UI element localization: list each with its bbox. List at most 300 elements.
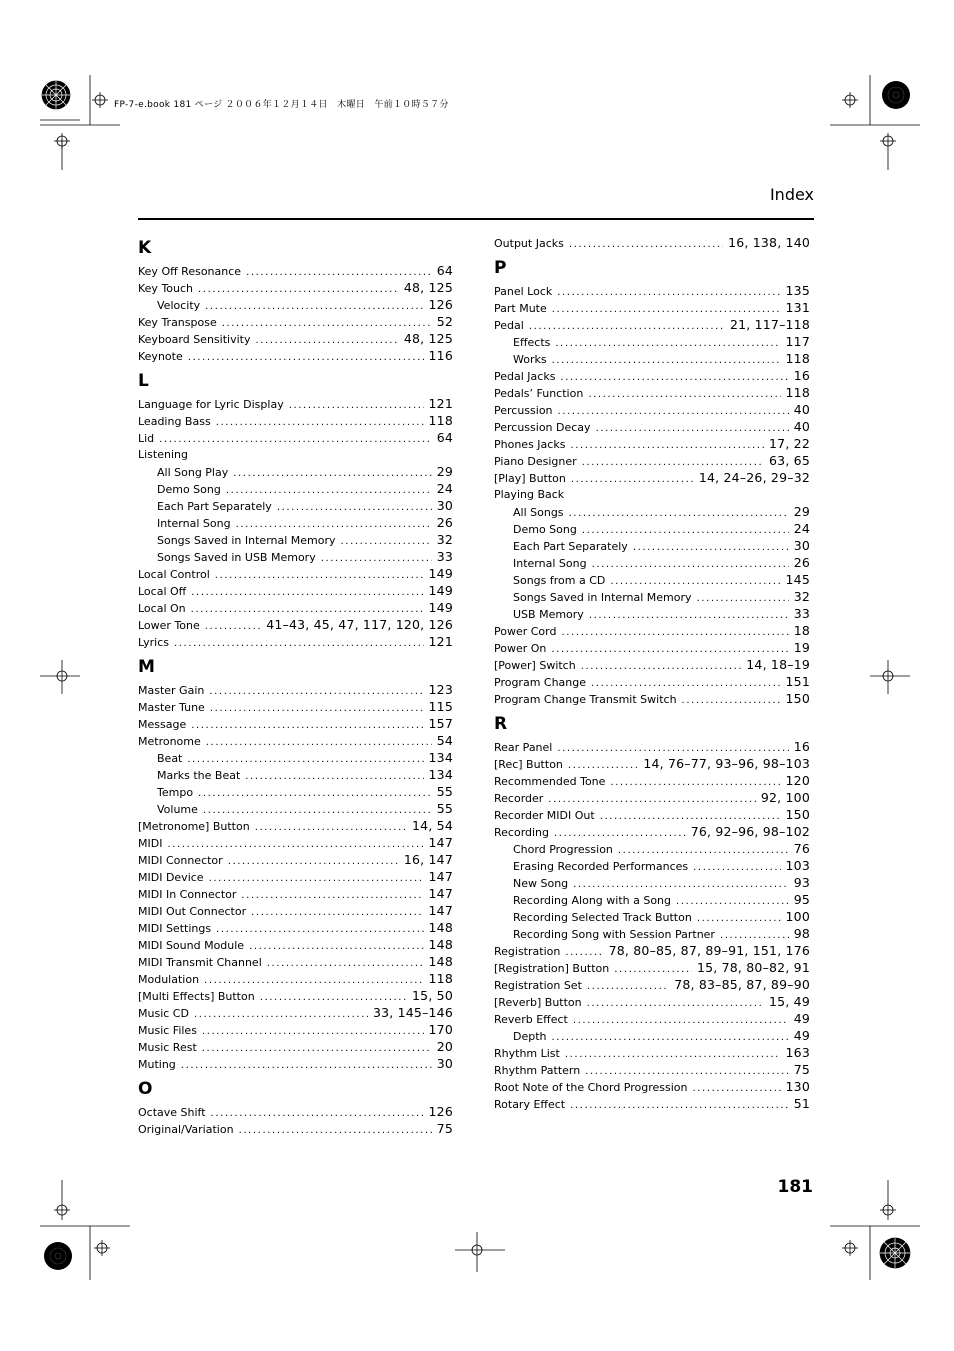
index-entry	[494, 772, 810, 789]
index-entry	[494, 234, 810, 251]
index-entry	[138, 732, 453, 749]
index-term: MIDI	[138, 837, 163, 850]
index-subentry	[138, 783, 453, 800]
index-entry	[138, 279, 453, 296]
dot-leader	[596, 420, 789, 437]
index-term: Panel Lock	[494, 285, 553, 298]
dot-leader	[589, 607, 789, 624]
index-entry	[494, 452, 810, 469]
index-term: Pedals’ Function	[494, 387, 584, 400]
header-rule	[138, 218, 814, 220]
index-term: Program Change Transmit Switch	[494, 693, 677, 706]
index-term: Muting	[138, 1058, 176, 1071]
index-page-refs: 121	[428, 634, 453, 649]
index-page-refs: 33, 145–146	[372, 1005, 453, 1020]
dot-leader	[277, 499, 432, 516]
dot-leader	[191, 584, 423, 601]
crop-mark-mid-left	[40, 660, 80, 694]
dot-leader	[341, 533, 432, 550]
dot-leader	[216, 414, 424, 431]
index-term: Percussion	[494, 404, 553, 417]
index-entry	[494, 469, 810, 486]
index-subentry	[494, 350, 810, 367]
index-page-refs: 118	[785, 351, 810, 366]
index-page-refs: 145	[785, 572, 810, 587]
index-term: Output Jacks	[494, 237, 564, 250]
index-entry	[138, 987, 453, 1004]
index-term: Chord Progression	[513, 843, 613, 856]
index-entry	[138, 936, 453, 953]
index-page-refs: 148	[428, 937, 453, 952]
index-letter-heading: R	[494, 714, 508, 734]
index-term: Marks the Beat	[157, 769, 241, 782]
index-page-refs: 120	[785, 773, 810, 788]
index-term: Tempo	[157, 786, 194, 799]
index-term: MIDI Connector	[138, 854, 223, 867]
index-subentry	[494, 925, 810, 942]
dot-leader	[693, 1080, 781, 1097]
index-page-refs: 149	[428, 583, 453, 598]
dot-leader	[198, 785, 432, 802]
dot-leader	[565, 1046, 781, 1063]
index-subentry	[494, 537, 810, 554]
index-subentry	[138, 514, 453, 531]
index-entry	[138, 395, 453, 412]
dot-leader	[209, 870, 424, 887]
dot-leader	[582, 522, 789, 539]
index-term: Songs Saved in Internal Memory	[513, 591, 692, 604]
dot-leader	[194, 1006, 368, 1023]
index-term: Leading Bass	[138, 415, 211, 428]
index-entry	[138, 633, 453, 650]
index-term: Recording Song with Session Partner	[513, 928, 715, 941]
index-term: [Power] Switch	[494, 659, 576, 672]
index-page-refs: 24	[793, 521, 810, 536]
index-page-refs: 150	[785, 691, 810, 706]
index-term: Rhythm List	[494, 1047, 560, 1060]
index-page-refs: 14, 54	[412, 818, 453, 833]
index-entry	[138, 262, 453, 279]
index-subentry	[138, 463, 453, 480]
dot-leader	[205, 298, 423, 315]
index-entry	[494, 942, 810, 959]
index-subentry	[138, 749, 453, 766]
index-term: Music Files	[138, 1024, 197, 1037]
index-page-refs: 17, 22	[769, 436, 810, 451]
index-entry	[494, 755, 810, 772]
dot-leader	[239, 1122, 432, 1139]
index-subentry	[494, 571, 810, 588]
dot-leader	[202, 1023, 424, 1040]
index-entry	[494, 673, 810, 690]
index-term: [Metronome] Button	[138, 820, 250, 833]
index-subentry	[494, 554, 810, 571]
index-term: Root Note of the Chord Progression	[494, 1081, 688, 1094]
index-page-refs: 29	[793, 504, 810, 519]
index-term: MIDI In Connector	[138, 888, 237, 901]
index-subentry	[138, 480, 453, 497]
index-page-refs: 75	[793, 1062, 810, 1077]
index-term: Octave Shift	[138, 1106, 206, 1119]
index-term: MIDI Settings	[138, 922, 212, 935]
dot-leader	[565, 944, 603, 961]
dot-leader	[215, 567, 424, 584]
index-term: Recorder	[494, 792, 544, 805]
index-term: Music CD	[138, 1007, 189, 1020]
index-term: MIDI Out Connector	[138, 905, 247, 918]
index-page-refs: 21, 117–118	[729, 317, 810, 332]
index-entry	[494, 789, 810, 806]
index-page-refs: 16, 138, 140	[728, 235, 810, 250]
index-entry	[494, 656, 810, 673]
index-term: Listening	[138, 448, 188, 461]
index-entry	[138, 885, 453, 902]
index-entry	[138, 1055, 453, 1072]
index-page-refs: 123	[428, 682, 453, 697]
index-page-refs: 33	[436, 549, 453, 564]
index-entry	[138, 616, 453, 633]
dot-leader	[159, 431, 432, 448]
index-page-refs: 26	[793, 555, 810, 570]
index-page-refs: 92, 100	[760, 790, 810, 805]
dot-leader	[228, 853, 399, 870]
index-term: Volume	[157, 803, 198, 816]
index-page-refs: 55	[436, 784, 453, 799]
index-page-refs: 151	[785, 674, 810, 689]
index-term: MIDI Transmit Channel	[138, 956, 262, 969]
index-page-refs: 14, 24–26, 29–32	[698, 470, 810, 485]
index-term: Pedal Jacks	[494, 370, 556, 383]
dot-leader	[693, 859, 780, 876]
index-entry	[494, 1095, 810, 1112]
index-entry	[138, 953, 453, 970]
index-term: Songs Saved in USB Memory	[157, 551, 316, 564]
dot-leader	[568, 757, 638, 774]
index-term: Local Off	[138, 585, 187, 598]
index-term: MIDI Sound Module	[138, 939, 245, 952]
index-subentry	[494, 503, 810, 520]
index-term: Lyrics	[138, 636, 169, 649]
index-entry	[138, 715, 453, 732]
dot-leader	[245, 768, 423, 785]
index-entry	[138, 919, 453, 936]
dot-leader	[585, 1063, 788, 1080]
dot-leader	[561, 624, 788, 641]
index-term: Erasing Recorded Performances	[513, 860, 689, 873]
index-page-refs: 63, 65	[769, 453, 810, 468]
index-page-refs: 48, 125	[403, 331, 453, 346]
dot-leader	[226, 482, 432, 499]
index-entry	[138, 970, 453, 987]
index-entry	[494, 690, 810, 707]
index-page-refs: 78, 83–85, 87, 89–90	[674, 977, 810, 992]
index-term: Velocity	[157, 299, 201, 312]
crop-mark-bottom-center	[455, 1232, 505, 1272]
index-page-refs: 76, 92–96, 98–102	[690, 824, 810, 839]
index-entry	[494, 486, 810, 503]
crop-mark-top-left	[40, 75, 120, 175]
index-letter-heading: M	[138, 657, 155, 677]
dot-leader	[205, 618, 261, 635]
index-term: Demo Song	[157, 483, 221, 496]
index-letter-heading: P	[494, 258, 507, 278]
index-term: Percussion Decay	[494, 421, 591, 434]
index-page-refs: 147	[428, 869, 453, 884]
index-page-refs: 93	[793, 875, 810, 890]
index-entry	[138, 902, 453, 919]
index-entry	[494, 1061, 810, 1078]
dot-leader	[216, 921, 423, 938]
index-term: Internal Song	[513, 557, 587, 570]
index-page-refs: 126	[428, 297, 453, 312]
index-page-refs: 51	[793, 1096, 810, 1111]
dot-leader	[236, 516, 432, 533]
index-term: Original/Variation	[138, 1123, 234, 1136]
index-term: [Multi Effects] Button	[138, 990, 255, 1003]
index-page-refs: 147	[428, 886, 453, 901]
dot-leader	[202, 1040, 432, 1057]
dot-leader	[581, 658, 742, 675]
index-term: Songs from a CD	[513, 574, 606, 587]
dot-leader	[557, 284, 780, 301]
dot-leader	[552, 1029, 789, 1046]
index-page-refs: 32	[436, 532, 453, 547]
index-entry	[138, 599, 453, 616]
index-column-right	[494, 234, 810, 1112]
dot-leader	[241, 887, 423, 904]
index-term: Recording Along with a Song	[513, 894, 672, 907]
index-entry	[494, 282, 810, 299]
dot-leader	[204, 972, 423, 989]
book-file-header: FP-7-e.book 181 ページ ２００６年１２月１４日 木曜日 午前１０時５７分	[114, 100, 449, 110]
index-page-refs: 40	[793, 419, 810, 434]
index-letter-heading: O	[138, 1079, 153, 1099]
index-page-refs: 30	[436, 498, 453, 513]
index-page-refs: 19	[793, 640, 810, 655]
index-entry	[494, 959, 810, 976]
index-entry	[494, 639, 810, 656]
index-page-refs: 33	[793, 606, 810, 621]
index-entry	[138, 868, 453, 885]
dot-leader	[198, 281, 399, 298]
index-subentry	[494, 588, 810, 605]
dot-leader	[618, 842, 789, 859]
index-letter-heading: K	[138, 238, 152, 258]
index-page-refs: 30	[436, 1056, 453, 1071]
index-page-refs: 14, 76–77, 93–96, 98–103	[643, 756, 810, 771]
index-term: MIDI Device	[138, 871, 204, 884]
dot-leader	[209, 683, 423, 700]
index-entry	[138, 834, 453, 851]
dot-leader	[570, 1097, 789, 1114]
dot-leader	[676, 893, 789, 910]
index-term: Keyboard Sensitivity	[138, 333, 251, 346]
index-subentry	[138, 766, 453, 783]
index-entry	[138, 1120, 453, 1137]
index-term: Recorder MIDI Out	[494, 809, 595, 822]
dot-leader	[697, 590, 789, 607]
section-title: Index	[769, 185, 814, 204]
index-entry	[494, 384, 810, 401]
index-page-refs: 18	[793, 623, 810, 638]
dot-leader	[571, 471, 694, 488]
dot-leader	[548, 791, 756, 808]
index-term: Beat	[157, 752, 183, 765]
index-entry	[494, 418, 810, 435]
index-page-refs: 55	[436, 801, 453, 816]
index-term: Songs Saved in Internal Memory	[157, 534, 336, 547]
index-page-refs: 100	[785, 909, 810, 924]
index-term: Each Part Separately	[513, 540, 628, 553]
index-term: Each Part Separately	[157, 500, 272, 513]
dot-leader	[587, 995, 764, 1012]
index-page-refs: 157	[428, 716, 453, 731]
dot-leader	[552, 352, 781, 369]
index-page-refs: 64	[436, 263, 453, 278]
index-page-refs: 126	[428, 1104, 453, 1119]
index-entry	[138, 1038, 453, 1055]
index-term: Master Tune	[138, 701, 205, 714]
index-term: Effects	[513, 336, 551, 349]
index-term: Reverb Effect	[494, 1013, 568, 1026]
dot-leader	[529, 318, 725, 335]
index-term: Local Control	[138, 568, 210, 581]
index-entry	[494, 738, 810, 755]
index-page-refs: 48, 125	[403, 280, 453, 295]
index-page-refs: 40	[793, 402, 810, 417]
index-subentry	[138, 531, 453, 548]
dot-leader	[181, 1057, 432, 1074]
index-page-refs: 76	[793, 841, 810, 856]
index-entry	[494, 299, 810, 316]
index-term: Part Mute	[494, 302, 547, 315]
index-term: Registration Set	[494, 979, 582, 992]
index-entry	[138, 330, 453, 347]
index-term: Recording Selected Track Button	[513, 911, 692, 924]
index-entry	[494, 976, 810, 993]
index-term: Program Change	[494, 676, 587, 689]
index-entry	[494, 993, 810, 1010]
index-term: Metronome	[138, 735, 201, 748]
index-page-refs: 130	[785, 1079, 810, 1094]
index-term: Piano Designer	[494, 455, 577, 468]
index-page-refs: 16	[793, 368, 810, 383]
index-page-refs: 14, 18–19	[746, 657, 810, 672]
index-page-refs: 147	[428, 835, 453, 850]
dot-leader	[573, 876, 789, 893]
index-page-refs: 135	[785, 283, 810, 298]
index-entry	[138, 412, 453, 429]
index-term: Phones Jacks	[494, 438, 566, 451]
index-term: Rear Panel	[494, 741, 553, 754]
index-page-refs: 147	[428, 903, 453, 918]
index-term: [Reverb] Button	[494, 996, 582, 1009]
dot-leader	[321, 550, 432, 567]
index-page-refs: 95	[793, 892, 810, 907]
index-subentry	[138, 296, 453, 313]
index-page-refs: 16	[793, 739, 810, 754]
dot-leader	[569, 236, 723, 253]
index-subentry	[494, 891, 810, 908]
index-entry	[494, 622, 810, 639]
index-term: Keynote	[138, 350, 183, 363]
dot-leader	[210, 700, 424, 717]
index-subentry	[494, 908, 810, 925]
dot-leader	[289, 397, 424, 414]
index-page-refs: 103	[785, 858, 810, 873]
index-page-refs: 26	[436, 515, 453, 530]
index-term: Key Transpose	[138, 316, 217, 329]
dot-leader	[167, 836, 423, 853]
index-term: Internal Song	[157, 517, 231, 530]
index-page-refs: 30	[793, 538, 810, 553]
index-page-refs: 121	[428, 396, 453, 411]
index-term: Modulation	[138, 973, 200, 986]
dot-leader	[633, 539, 789, 556]
dot-leader	[255, 332, 398, 349]
dot-leader	[591, 675, 781, 692]
index-subentry	[138, 800, 453, 817]
registration-mark-bottom-right	[870, 1228, 920, 1278]
index-entry	[138, 446, 453, 463]
index-page-refs: 118	[785, 385, 810, 400]
index-page-refs: 118	[428, 971, 453, 986]
dot-leader	[188, 349, 424, 366]
index-term: Key Touch	[138, 282, 194, 295]
index-entry	[138, 1103, 453, 1120]
index-term: Demo Song	[513, 523, 577, 536]
index-page-refs: 148	[428, 920, 453, 935]
index-page-refs: 149	[428, 600, 453, 615]
index-page-refs: 15, 49	[769, 994, 810, 1009]
dot-leader	[555, 335, 780, 352]
dot-leader	[554, 825, 686, 842]
index-term: Local On	[138, 602, 186, 615]
index-page-refs: 52	[436, 314, 453, 329]
index-subentry	[494, 857, 810, 874]
index-entry	[494, 316, 810, 333]
index-subentry	[494, 874, 810, 891]
index-term: Music Rest	[138, 1041, 197, 1054]
index-subentry	[138, 497, 453, 514]
index-term: Works	[513, 353, 547, 366]
dot-leader	[211, 1105, 424, 1122]
index-entry	[138, 565, 453, 582]
dot-leader	[587, 978, 669, 995]
index-page-refs: 29	[436, 464, 453, 479]
registration-mark-bottom-left	[40, 1238, 80, 1278]
index-entry	[494, 1044, 810, 1061]
index-term: Lid	[138, 432, 155, 445]
index-page-refs: 115	[428, 699, 453, 714]
index-page-refs: 131	[785, 300, 810, 315]
index-entry	[138, 681, 453, 698]
crop-mark-top-right	[810, 75, 920, 175]
index-page-refs: 149	[428, 566, 453, 581]
dot-leader	[697, 910, 781, 927]
index-page-refs: 15, 78, 80–82, 91	[696, 960, 810, 975]
dot-leader	[558, 403, 789, 420]
index-entry	[138, 313, 453, 330]
index-term: Language for Lyric Display	[138, 398, 284, 411]
dot-leader	[249, 938, 423, 955]
dot-leader	[573, 1012, 789, 1029]
dot-leader	[251, 904, 423, 921]
page-number: 181	[777, 1177, 813, 1197]
index-subentry	[494, 605, 810, 622]
index-page-refs: 163	[785, 1045, 810, 1060]
index-term: Rhythm Pattern	[494, 1064, 581, 1077]
